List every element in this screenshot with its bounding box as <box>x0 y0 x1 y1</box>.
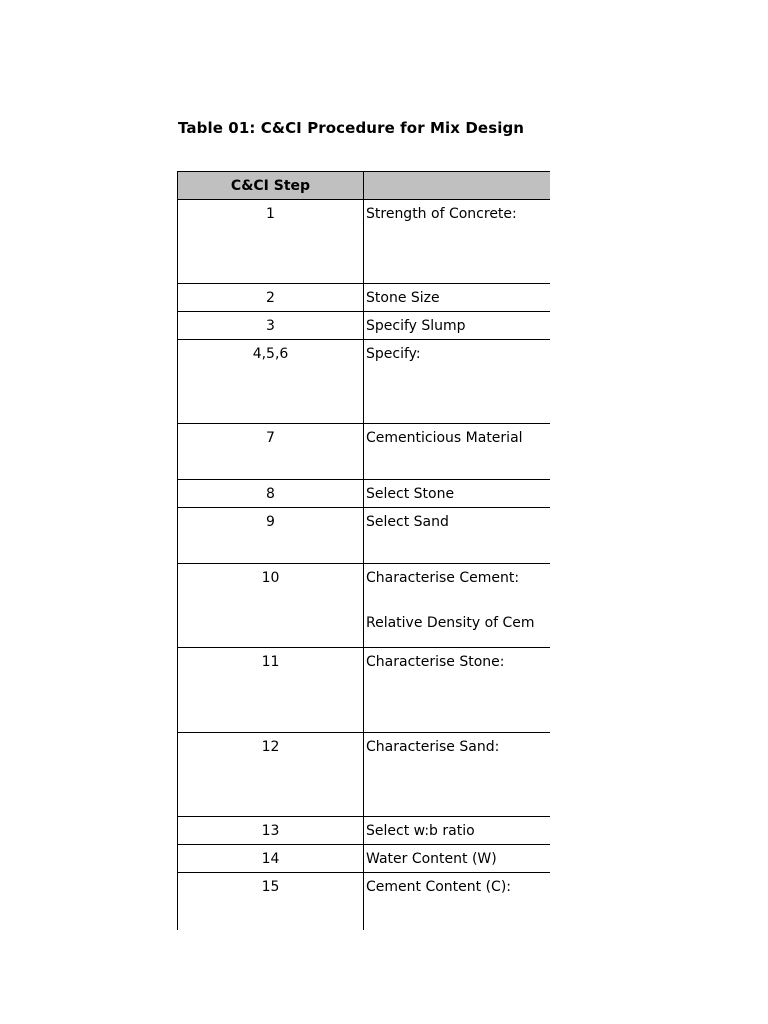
column-header-step: C&CI Step <box>178 172 364 200</box>
mix-design-table <box>177 171 550 930</box>
step-number-cell: 11 <box>178 648 364 733</box>
table-row <box>178 648 551 733</box>
table-row <box>178 817 551 845</box>
step-number-cell: 1 <box>178 200 364 284</box>
step-description-cell: Specify Slump <box>364 312 551 340</box>
step-description-cell: Cementicious Material <box>364 424 551 480</box>
column-header-description <box>364 172 551 200</box>
step-description-cell: Select Stone <box>364 480 551 508</box>
step-description-cell <box>364 564 551 648</box>
step-description-cell: Specify: <box>364 340 551 424</box>
table-row <box>178 845 551 873</box>
step-description-subtext: Relative Density of Cem <box>366 615 535 631</box>
table-row <box>178 733 551 817</box>
step-description-cell: Strength of Concrete: <box>364 200 551 284</box>
step-description-cell: Select Sand <box>364 508 551 564</box>
table-row <box>178 340 551 424</box>
table-row <box>178 508 551 564</box>
step-number-cell: 3 <box>178 312 364 340</box>
step-description-cell: Characterise Stone: <box>364 648 551 733</box>
step-number-cell: 13 <box>178 817 364 845</box>
step-number-cell: 2 <box>178 284 364 312</box>
step-number-cell: 7 <box>178 424 364 480</box>
table-row <box>178 424 551 480</box>
table-row <box>178 873 551 931</box>
table-row <box>178 200 551 284</box>
step-number-cell: 9 <box>178 508 364 564</box>
table-row <box>178 284 551 312</box>
table-row <box>178 564 551 648</box>
step-number-cell: 4,5,6 <box>178 340 364 424</box>
step-description-cell: Characterise Sand: <box>364 733 551 817</box>
step-description-cell: Select w:b ratio <box>364 817 551 845</box>
step-number-cell: 15 <box>178 873 364 931</box>
mix-design-table-container <box>177 171 550 930</box>
step-number-cell: 8 <box>178 480 364 508</box>
step-description-cell: Water Content (W) <box>364 845 551 873</box>
step-description-cell: Cement Content (C): <box>364 873 551 931</box>
step-number-cell: 14 <box>178 845 364 873</box>
table-row <box>178 480 551 508</box>
step-description-cell: Stone Size <box>364 284 551 312</box>
table-caption: Table 01: C&CI Procedure for Mix Design <box>178 119 525 137</box>
table-header-row <box>178 172 551 200</box>
table-row <box>178 312 551 340</box>
step-number-cell: 10 <box>178 564 364 648</box>
step-description-text: Characterise Cement: <box>366 570 520 586</box>
step-number-cell: 12 <box>178 733 364 817</box>
